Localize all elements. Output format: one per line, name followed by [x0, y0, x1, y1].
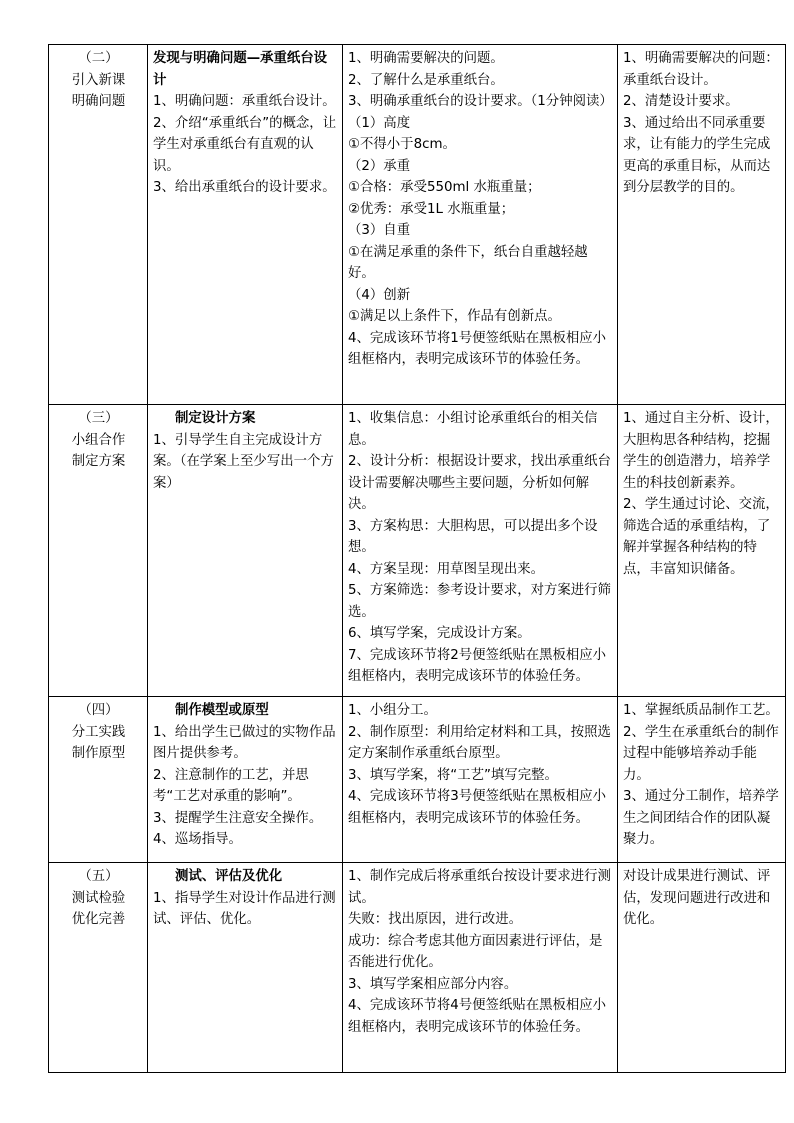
- teacher-activity-cell: [148, 45, 343, 405]
- list-item: ①满足以上条件下，作品有创新点。: [348, 309, 561, 324]
- stage-number: （二）: [78, 51, 119, 66]
- list-item: ①不得小于8cm。: [348, 137, 456, 152]
- list-item: 1、明确问题：承重纸台设计。: [153, 94, 336, 109]
- list-item: 1、引导学生自主完成设计方案。（在学案上至少写出一个方案）: [153, 432, 334, 491]
- list-item: 成功：综合考虑其他方面因素进行评估，是否能进行优化。: [348, 933, 603, 970]
- teacher-activity-cell: [148, 405, 343, 697]
- stage-label: 分工实践: [71, 724, 126, 740]
- list-item: 2、注意制作的工艺，并思考“工艺对承重的影响”。: [153, 767, 309, 804]
- list-item: 4、完成该环节将1号便签纸贴在黑板相应小组框格内，表明完成该环节的体验任务。: [348, 330, 607, 367]
- list-item: 1、明确需要解决的问题。: [348, 51, 504, 66]
- list-item: 1、小组分工。: [348, 703, 437, 718]
- list-item: 1、通过自主分析、设计，大胆构思各种结构，挖掘学生的创造潜力，培养学生的科技创新素养。: [623, 411, 779, 491]
- design-intent-cell: [618, 405, 786, 697]
- list-item: 1、给出学生已做过的实物作品图片提供参考。: [153, 724, 336, 761]
- list-item: 2、设计分析：根据设计要求，找出承重纸台设计需要解决哪些主要问题，分析如何解决。: [348, 454, 611, 512]
- student-activity-cell: [343, 863, 618, 1073]
- list-item: 失败：找出原因，进行改进。: [348, 912, 523, 927]
- list-item: 2、清楚设计要求。: [623, 94, 739, 109]
- list-item: 4、巡场指导。: [153, 832, 242, 847]
- stage-number: （四）: [78, 703, 119, 718]
- list-item: 4、完成该环节将4号便签纸贴在黑板相应小组框格内，表明完成该环节的体验任务。: [348, 998, 607, 1035]
- stage-cell: [49, 863, 148, 1073]
- list-item: 2、制作原型：利用给定材料和工具，按照选定方案制作承重纸台原型。: [348, 724, 611, 761]
- stage-label: 优化完善: [71, 912, 126, 927]
- stage-label: 小组合作: [71, 432, 126, 448]
- stage-label: 测试检验: [71, 890, 126, 906]
- section-title: 发现与明确问题—承重纸台设计: [153, 51, 328, 88]
- stage-cell: [49, 45, 148, 405]
- stage-cell: [49, 697, 148, 863]
- list-item: 对设计成果进行测试、评估，发现问题进行改进和优化。: [623, 869, 771, 927]
- design-intent-cell: [618, 45, 786, 405]
- stage-number: （三）: [78, 411, 119, 426]
- list-item: （1）高度: [348, 115, 411, 131]
- student-activity-cell: [343, 45, 618, 405]
- table-row: [49, 697, 786, 863]
- stage-number: （五）: [78, 869, 119, 884]
- list-item: 2、学生通过讨论、交流，筛选合适的承重结构，了解并掌握各种结构的特点，丰富知识储备。: [623, 497, 779, 577]
- list-item: 2、学生在承重纸台的制作过程中能够培养动手能力。: [623, 724, 779, 783]
- list-item: ①在满足承重的条件下，纸台自重越轻越好。: [348, 244, 588, 281]
- list-item: 5、方案筛选：参考设计要求，对方案进行筛选。: [348, 583, 611, 620]
- list-item: 3、明确承重纸台的设计要求。（1分钟阅读）: [348, 94, 613, 109]
- design-intent-cell: [618, 697, 786, 863]
- teacher-activity-cell: [148, 697, 343, 863]
- table-row: [49, 863, 786, 1073]
- list-item: （3）自重: [348, 223, 411, 238]
- lesson-plan-table: [48, 44, 786, 1073]
- list-item: 2、介绍“承重纸台”的概念，让学生对承重纸台有直观的认识。: [153, 115, 337, 174]
- student-activity-cell: [343, 697, 618, 863]
- list-item: 3、填写学案，将“工艺”填写完整。: [348, 767, 558, 783]
- list-item: （2）承重: [348, 158, 411, 174]
- list-item: 3、填写学案相应部分内容。: [348, 976, 518, 992]
- list-item: 4、方案呈现：用草图呈现出来。: [348, 561, 544, 577]
- stage-label: 制定方案: [71, 454, 126, 469]
- table-row: [49, 405, 786, 697]
- list-item: ②优秀：承受1L 水瓶重量；: [348, 201, 515, 217]
- list-item: 3、方案构思：大胆构思，可以提出多个设想。: [348, 518, 598, 555]
- list-item: 3、给出承重纸台的设计要求。: [153, 180, 336, 195]
- list-item: 2、了解什么是承重纸台。: [348, 72, 504, 88]
- stage-cell: [49, 405, 148, 697]
- list-item: 7、完成该环节将2号便签纸贴在黑板相应小组框格内，表明完成该环节的体验任务。: [348, 647, 607, 684]
- list-item: 1、指导学生对设计作品进行测试、评估、优化。: [153, 890, 336, 927]
- design-intent-cell: [618, 863, 786, 1073]
- stage-label: 制作原型: [71, 746, 126, 761]
- table-row: [49, 45, 786, 405]
- stage-label: 明确问题: [71, 94, 126, 109]
- section-title: 制作模型或原型: [175, 703, 269, 718]
- stage-label: 引入新课: [71, 72, 126, 88]
- list-item: 1、收集信息：小组讨论承重纸台的相关信息。: [348, 411, 598, 448]
- list-item: 3、通过分工制作，培养学生之间团结合作的团队凝聚力。: [623, 789, 779, 847]
- section-title: 制定设计方案: [175, 411, 256, 426]
- list-item: 4、完成该环节将3号便签纸贴在黑板相应小组框格内，表明完成该环节的体验任务。: [348, 789, 607, 826]
- teacher-activity-cell: [148, 863, 343, 1073]
- list-item: 3、通过给出不同承重要求，让有能力的学生完成更高的承重目标，从而达到分层教学的目的。: [623, 115, 771, 195]
- list-item: 1、制作完成后将承重纸台按设计要求进行测试。: [348, 869, 611, 906]
- list-item: 1、掌握纸质品制作工艺。: [623, 703, 779, 718]
- list-item: ①合格：承受550ml 水瓶重量；: [348, 180, 541, 195]
- list-item: （4）创新: [348, 287, 411, 303]
- student-activity-cell: [343, 405, 618, 697]
- list-item: 1、明确需要解决的问题：承重纸台设计。: [623, 51, 779, 88]
- list-item: 3、提醒学生注意安全操作。: [153, 810, 323, 826]
- section-title: 测试、评估及优化: [175, 869, 283, 884]
- list-item: 6、填写学案，完成设计方案。: [348, 626, 531, 641]
